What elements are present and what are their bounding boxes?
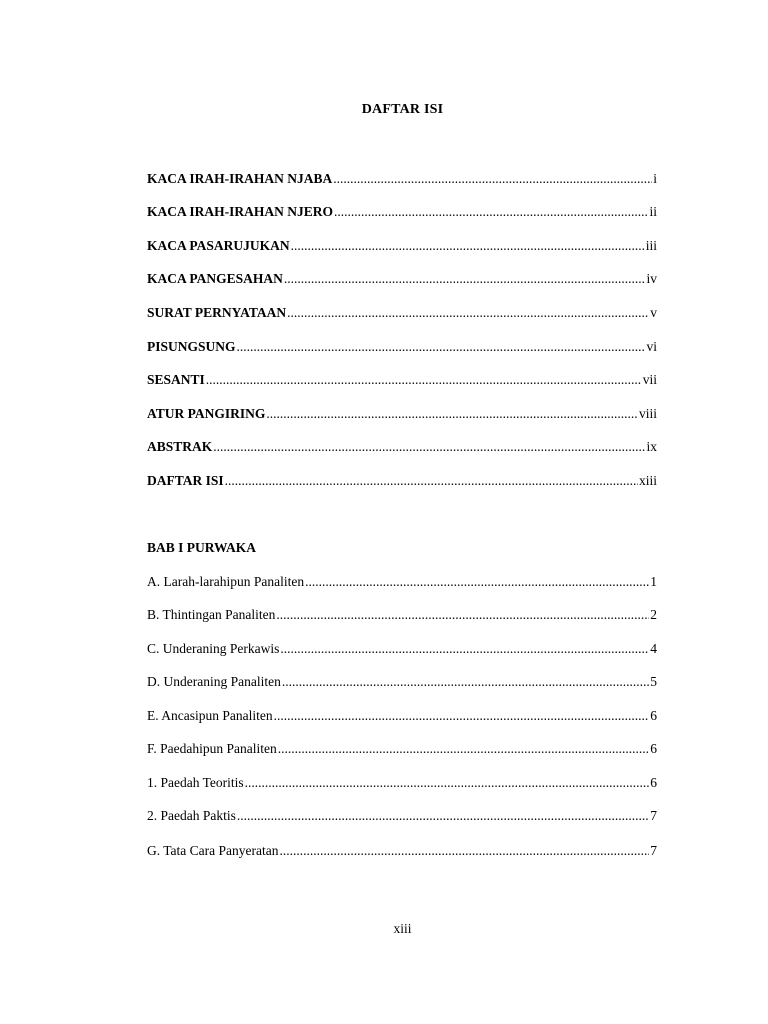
- toc-entry-page: iii: [645, 238, 657, 253]
- dot-leader: [274, 707, 650, 725]
- toc-entry-label: F. Paedahipun Panaliten: [147, 741, 277, 756]
- toc-entry-ancasipun-panaliten: [147, 707, 657, 725]
- toc-entry-page: iv: [646, 271, 657, 286]
- toc-entry-label: A. Larah-larahipun Panaliten: [147, 574, 305, 589]
- toc-entry-label: KACA IRAH-IRAHAN NJABA: [147, 171, 333, 186]
- toc-entry-page: 7: [650, 843, 657, 858]
- toc-entry-page: viii: [638, 406, 657, 421]
- toc-entry-larah-larahipun-panaliten: [147, 573, 657, 591]
- toc-entry-paedah-teoritis: [147, 774, 657, 792]
- toc-entry-label: ATUR PANGIRING: [147, 406, 266, 421]
- toc-entry-kaca-pasarujukan: [147, 237, 657, 255]
- toc-entry-label: E. Ancasipun Panaliten: [147, 708, 273, 723]
- toc-entry-label: SURAT PERNYATAAN: [147, 305, 287, 320]
- dot-leader: [237, 807, 649, 825]
- toc-entry-page: i: [653, 171, 657, 186]
- dot-leader: [333, 170, 652, 188]
- toc-entry-label: SESANTI: [147, 372, 205, 387]
- dot-leader: [213, 438, 645, 456]
- toc-entry-page: 6: [650, 775, 657, 790]
- toc-entry-label: G. Tata Cara Panyeratan: [147, 843, 279, 858]
- chapter-heading: BAB I PURWAKA: [147, 540, 257, 555]
- toc-entry-page: 6: [650, 708, 657, 723]
- dot-leader: [266, 405, 638, 423]
- toc-entry-pisungsung: [147, 338, 657, 356]
- toc-entry-page: vii: [642, 372, 657, 387]
- toc-entry-label: DAFTAR ISI: [147, 473, 224, 488]
- toc-entry-label: KACA IRAH-IRAHAN NJERO: [147, 204, 334, 219]
- toc-entry-page: 6: [650, 741, 657, 756]
- toc-entry-label: PISUNGSUNG: [147, 339, 236, 354]
- toc-entry-page: 7: [650, 808, 657, 823]
- dot-leader: [334, 203, 648, 221]
- toc-entry-underaning-panaliten: [147, 673, 657, 691]
- page-title: DAFTAR ISI: [361, 102, 444, 117]
- toc-entry-paedah-paktis: [147, 807, 657, 825]
- toc-entry-kaca-irah-irahan-njero: [147, 203, 657, 221]
- dot-leader: [278, 740, 649, 758]
- toc-entry-page: 5: [650, 674, 657, 689]
- toc-entry-page: ii: [649, 204, 657, 219]
- dot-leader: [305, 573, 649, 591]
- dot-leader: [280, 842, 650, 860]
- dot-leader: [245, 774, 650, 792]
- toc-entry-page: ix: [646, 439, 657, 454]
- toc-entry-daftar-isi: [147, 472, 657, 490]
- toc-entry-label: ABSTRAK: [147, 439, 213, 454]
- dot-leader: [206, 371, 642, 389]
- toc-entry-underaning-perkawis: [147, 640, 657, 658]
- toc-entry-kaca-pangesahan: [147, 270, 657, 288]
- toc-entry-tata-cara-panyeratan: [147, 842, 657, 860]
- toc-entry-atur-pangiring: [147, 405, 657, 423]
- dot-leader: [287, 304, 649, 322]
- toc-entry-abstrak: [147, 438, 657, 456]
- toc-entry-sesanti: [147, 371, 657, 389]
- dot-leader: [282, 673, 649, 691]
- toc-entry-page: xiii: [638, 473, 657, 488]
- toc-entry-label: KACA PANGESAHAN: [147, 271, 283, 286]
- toc-entry-paedahipun-panaliten: [147, 740, 657, 758]
- toc-entry-label: B. Thintingan Panaliten: [147, 607, 276, 622]
- toc-entry-page: 1: [650, 574, 657, 589]
- toc-entry-thintingan-panaliten: [147, 606, 657, 624]
- toc-entry-label: 2. Paedah Paktis: [147, 808, 236, 823]
- toc-entry-label: D. Underaning Panaliten: [147, 674, 281, 689]
- toc-entry-page: 4: [650, 641, 657, 656]
- toc-entry-label: KACA PASARUJUKAN: [147, 238, 290, 253]
- dot-leader: [280, 640, 649, 658]
- toc-entry-page: 2: [650, 607, 657, 622]
- toc-entry-surat-pernyataan: [147, 304, 657, 322]
- toc-entry-page: v: [650, 305, 657, 320]
- toc-entry-page: vi: [646, 339, 657, 354]
- toc-entry-kaca-irah-irahan-njaba: [147, 170, 657, 188]
- dot-leader: [276, 606, 649, 624]
- dot-leader: [237, 338, 646, 356]
- toc-entry-label: 1. Paedah Teoritis: [147, 775, 244, 790]
- dot-leader: [284, 270, 646, 288]
- toc-entry-label: C. Underaning Perkawis: [147, 641, 280, 656]
- dot-leader: [291, 237, 645, 255]
- dot-leader: [225, 472, 638, 490]
- footer-page-number: xiii: [393, 921, 412, 936]
